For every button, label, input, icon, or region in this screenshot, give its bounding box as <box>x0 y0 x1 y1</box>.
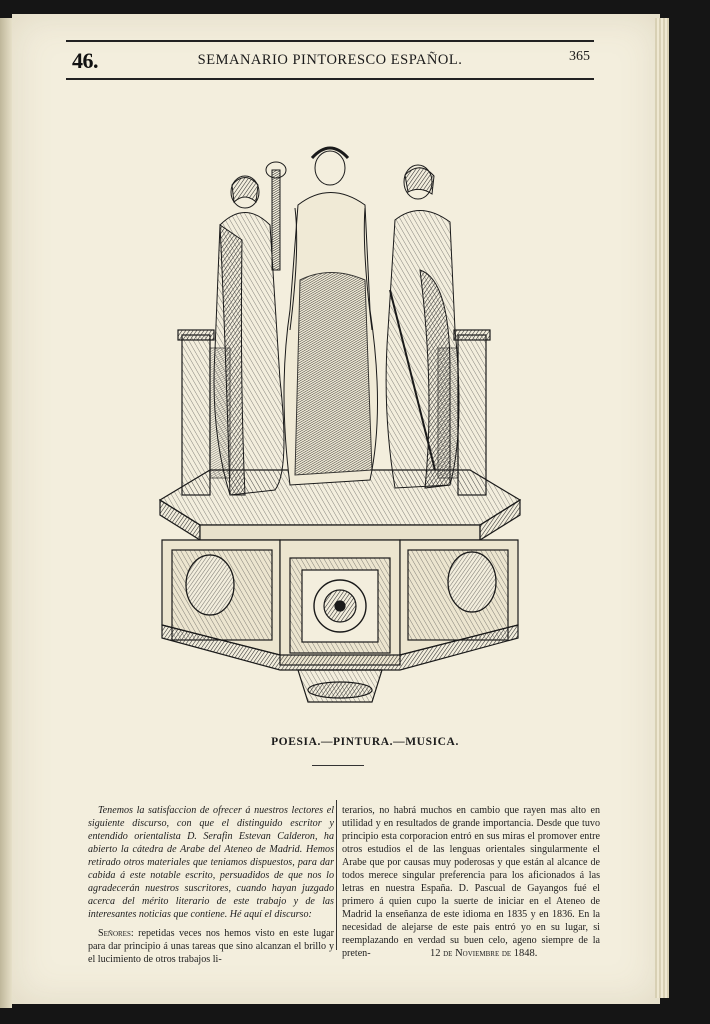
page-number: 365 <box>569 49 590 64</box>
speech-text-left: repetidas veces nos hemos visto en este lugar para dar principio á unas tareas que sino alcanzan el brillo y el lucimiento de otros trabajos li- <box>88 928 334 965</box>
editorial-intro: Tenemos la satisfaccion de ofrecer á nuestros lectores el siguiente discurso, con que el distinguido escritor y entendido orientalista D. Serafin Estevan Calderon, ha abierto la cátedra de Arabe del Ateneo de Madrid. Hemos retirado otros materiales que teniamos dispuestos, para dar cabida á este notable escrito, persuadidos de que nos lo agradecerán nuestros suscritores, cuando hayan juzgado acerca del mérito literario de este trabajo y de las interesantes noticias que contiene. Hé aquí el discurso: <box>88 805 334 920</box>
journal-title: SEMANARIO PINTORESCO ESPAÑOL. <box>197 52 463 68</box>
salutation: Señores: <box>98 928 134 939</box>
allegorical-figures <box>214 148 459 495</box>
issue-number: 46. <box>72 48 98 73</box>
previous-page-edge <box>0 18 12 1008</box>
caption-rule <box>312 765 364 766</box>
running-header <box>66 40 594 80</box>
column-divider <box>336 800 337 950</box>
dateline: 12 de Noviembre de 1848. <box>430 948 538 959</box>
article-column-left <box>88 804 334 966</box>
speech-text-right: terarios, no habrá muchos en cambio que rayen mas alto en utilidad y en resultados de grande importancia. Desde que tuvo principio esta corporacion entró en sus miras el promover entre otros estudios el de las lenguas orientales singularmente el Arabe que por causas muy poderosas y que están al alcance de todos merece singular preferencia para los aficionados á las letras en nuestra España. D. Pascual de Gayangos fué el primero á quien cupo la suerte de iniciar en el Ateneo de Madrid la enseñanza de este idioma en 1835 y en 1836. En la necesidad de alejarse de este pais entró yo en su lugar, si reemplazando en verdad su buen celo, ageno siempre de la preten- <box>342 805 600 959</box>
page-stack-edge <box>655 18 669 998</box>
speech-opening <box>88 927 334 966</box>
article-column-right <box>342 804 600 960</box>
engraving-illustration <box>150 130 530 710</box>
illustration-caption: POESIA.—PINTURA.—MUSICA. <box>271 736 459 748</box>
